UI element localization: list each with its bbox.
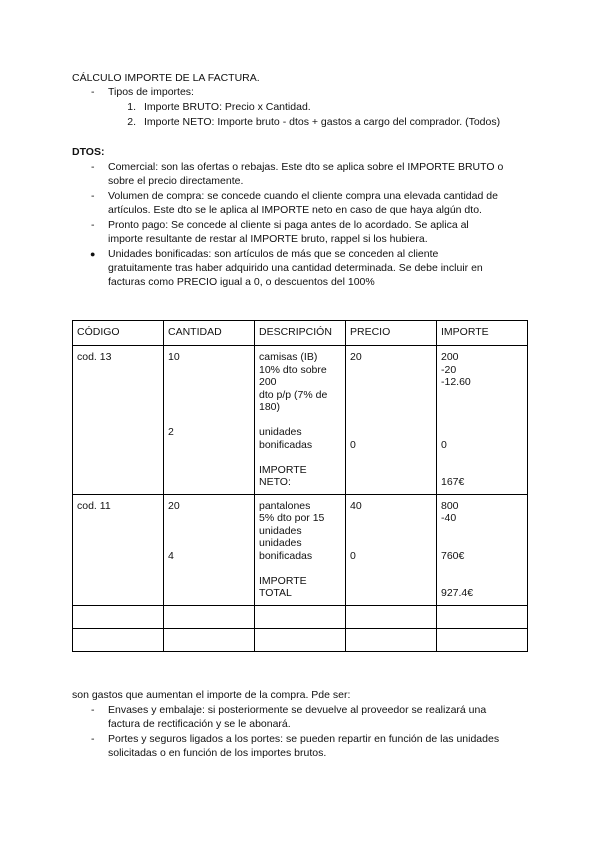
- cell-line: pantalones: [259, 499, 311, 512]
- gasto-portes-line-1: Portes y seguros ligados a los portes: se pueden repartir en función de las unidades: [108, 733, 500, 745]
- gasto-envases-line-1: Envases y embalaje: si posteriormente se devuelve al proveedor se realizará una: [108, 704, 487, 716]
- cell-line: [441, 414, 523, 427]
- cell-line: [350, 562, 432, 575]
- dash-marker: -: [91, 190, 95, 202]
- cell-line: [168, 525, 250, 538]
- dto-prontopago-line-1: Pronto pago: Se concede al cliente si paga antes de lo acordado. Se aplica al: [108, 219, 469, 231]
- cell-precio: [346, 494, 437, 605]
- empty-cell: [346, 605, 437, 628]
- list-number: 2.: [127, 116, 136, 128]
- cell-line: [350, 587, 432, 600]
- cell-descripcion: [255, 494, 346, 605]
- table-row: [73, 494, 528, 605]
- cell-line: [168, 451, 250, 464]
- cell-importe: [437, 346, 528, 495]
- document-heading: CÁLCULO IMPORTE DE LA FACTURA.: [72, 72, 260, 84]
- empty-cell: [437, 605, 528, 628]
- cell-line: [441, 525, 523, 538]
- cell-line: 20: [168, 499, 180, 512]
- cell-line: [168, 537, 250, 550]
- dto-volumen-line-1: Volumen de compra: se concede cuando el cliente compra una elevada cantidad de: [108, 190, 498, 202]
- cell-codigo: [73, 346, 164, 495]
- cell-line: [350, 476, 432, 489]
- dto-comercial-line-1: Comercial: son las ofertas o rebajas. Este dto se aplica sobre el IMPORTE BRUTO o: [108, 161, 504, 173]
- cell-line: [441, 389, 523, 402]
- cell-line: 2: [168, 426, 174, 438]
- cell-line: [168, 476, 250, 489]
- cell-line: [168, 587, 250, 600]
- table-row-empty: [73, 628, 528, 651]
- gastos-intro: son gastos que aumentan el importe de la compra. Pde ser:: [72, 689, 351, 701]
- cell-line: -12.60: [441, 376, 471, 388]
- cell-line: unidades: [259, 426, 302, 438]
- cell-line: [441, 401, 523, 414]
- cell-line: [441, 464, 523, 477]
- cell-line: 180): [259, 401, 281, 413]
- dto-bonificadas-line-1: Unidades bonificadas: son artículos de más que se conceden al cliente: [108, 248, 439, 260]
- list-number: 1.: [127, 101, 136, 113]
- cell-line: 760€: [441, 549, 465, 562]
- header-precio: PRECIO: [346, 321, 437, 346]
- cell-line: [350, 537, 432, 550]
- cell-line: [350, 464, 432, 477]
- empty-cell: [437, 628, 528, 651]
- cell-line: camisas (IB): [259, 351, 318, 363]
- cell-descripcion: [255, 346, 346, 495]
- dash-marker: -: [91, 733, 95, 745]
- dto-prontopago-line-2: importe resultante de restar al IMPORTE bruto, rappel si los hubiera.: [108, 233, 428, 245]
- cell-cantidad: [164, 494, 255, 605]
- cell-line: [259, 451, 341, 464]
- dash-marker: -: [91, 86, 95, 98]
- cell-line: [168, 575, 250, 588]
- cell-line: [259, 414, 341, 427]
- header-cantidad: CANTIDAD: [164, 321, 255, 346]
- cell-importe: [437, 494, 528, 605]
- cell-line: [350, 364, 432, 377]
- cell-line: [350, 376, 432, 389]
- cell-line: [168, 376, 250, 389]
- cell-line: [168, 389, 250, 402]
- dto-comercial-line-2: sobre el precio directamente.: [108, 175, 244, 187]
- cell-line: 5% dto por 15: [259, 512, 325, 524]
- cell-line: [259, 562, 341, 575]
- cell-line: unidades: [259, 537, 302, 549]
- cell-line: [441, 562, 523, 575]
- dtos-title: DTOS:: [72, 146, 105, 158]
- cell-line: [168, 562, 250, 575]
- cell-line: IMPORTE: [259, 463, 307, 476]
- cell-line: [168, 414, 250, 427]
- cell-line: 927.4€: [441, 587, 474, 599]
- cell-line: [168, 439, 250, 452]
- invoice-table: [72, 320, 528, 652]
- cell-cantidad: [164, 346, 255, 495]
- cell-line: 10: [168, 351, 180, 363]
- cell-line: bonificadas: [259, 549, 313, 562]
- dash-marker: -: [91, 161, 95, 173]
- cell-line: [168, 364, 250, 377]
- cell-line: 20: [350, 351, 362, 363]
- dash-marker: -: [91, 219, 95, 231]
- cell-precio: [346, 346, 437, 495]
- empty-cell: [73, 605, 164, 628]
- cell-line: [441, 451, 523, 464]
- cell-line: [168, 464, 250, 477]
- cell-line: [350, 401, 432, 414]
- cell-line: 0: [350, 549, 356, 562]
- cell-line: [350, 575, 432, 588]
- cell-line: [350, 426, 432, 439]
- cell-line: -40: [441, 512, 457, 524]
- cell-line: 800: [441, 499, 459, 512]
- cell-line: 0: [441, 438, 447, 451]
- cell-line: [441, 575, 523, 588]
- cell-line: [441, 426, 523, 439]
- empty-cell: [255, 628, 346, 651]
- cell-line: 40: [350, 499, 362, 512]
- table-row: [73, 346, 528, 495]
- tipo-neto: Importe NETO: Importe bruto - dtos + gastos a cargo del comprador. (Todos): [144, 116, 501, 128]
- cell-line: [350, 451, 432, 464]
- dto-bonificadas-line-2: gratuitamente tras haber adquirido una cantidad determinada. Se debe incluir en: [108, 262, 483, 274]
- tipos-label: Tipos de importes:: [108, 86, 194, 98]
- empty-cell: [346, 628, 437, 651]
- cell-line: dto p/p (7% de: [259, 388, 328, 401]
- gasto-portes-line-2: solicitadas o en función de los importes brutos.: [108, 747, 327, 759]
- gasto-envases-line-2: factura de rectificación y se le abonará.: [108, 718, 291, 730]
- table-row-empty: [73, 605, 528, 628]
- cell-line: [168, 401, 250, 414]
- cell-line: NETO:: [259, 476, 291, 488]
- codigo-value: cod. 11: [77, 499, 111, 512]
- cell-line: 200: [441, 351, 459, 363]
- cell-line: [350, 414, 432, 427]
- cell-line: TOTAL: [259, 587, 292, 599]
- codigo-value: cod. 13: [77, 351, 112, 363]
- cell-line: 200: [259, 376, 277, 388]
- cell-line: 4: [168, 549, 174, 562]
- dto-bonificadas-line-3: facturas como PRECIO igual a 0, o descuentos del 100%: [108, 276, 375, 288]
- cell-line: -20: [441, 363, 457, 376]
- empty-cell: [255, 605, 346, 628]
- cell-line: [350, 512, 432, 525]
- bullet-marker: ●: [90, 249, 96, 259]
- empty-cell: [164, 628, 255, 651]
- dash-marker: -: [91, 704, 95, 716]
- cell-codigo: [73, 494, 164, 605]
- cell-line: bonificadas: [259, 438, 313, 451]
- cell-line: 10% dto sobre: [259, 363, 327, 376]
- cell-line: IMPORTE: [259, 574, 307, 587]
- header-codigo: CÓDIGO: [73, 321, 164, 346]
- cell-line: [441, 537, 523, 550]
- header-descripcion: DESCRIPCIÓN: [255, 321, 346, 346]
- empty-cell: [164, 605, 255, 628]
- empty-cell: [73, 628, 164, 651]
- cell-line: [168, 512, 250, 525]
- cell-line: 0: [350, 438, 356, 451]
- table-header-row: [73, 321, 528, 346]
- cell-line: [350, 389, 432, 402]
- tipo-bruto: Importe BRUTO: Precio x Cantidad.: [144, 101, 311, 113]
- dto-volumen-line-2: artículos. Este dto se le aplica al IMPORTE neto en caso de que haya algún dto.: [108, 204, 482, 216]
- cell-line: 167€: [441, 476, 465, 488]
- cell-line: [350, 525, 432, 538]
- header-importe: IMPORTE: [437, 321, 528, 346]
- cell-line: unidades: [259, 524, 302, 537]
